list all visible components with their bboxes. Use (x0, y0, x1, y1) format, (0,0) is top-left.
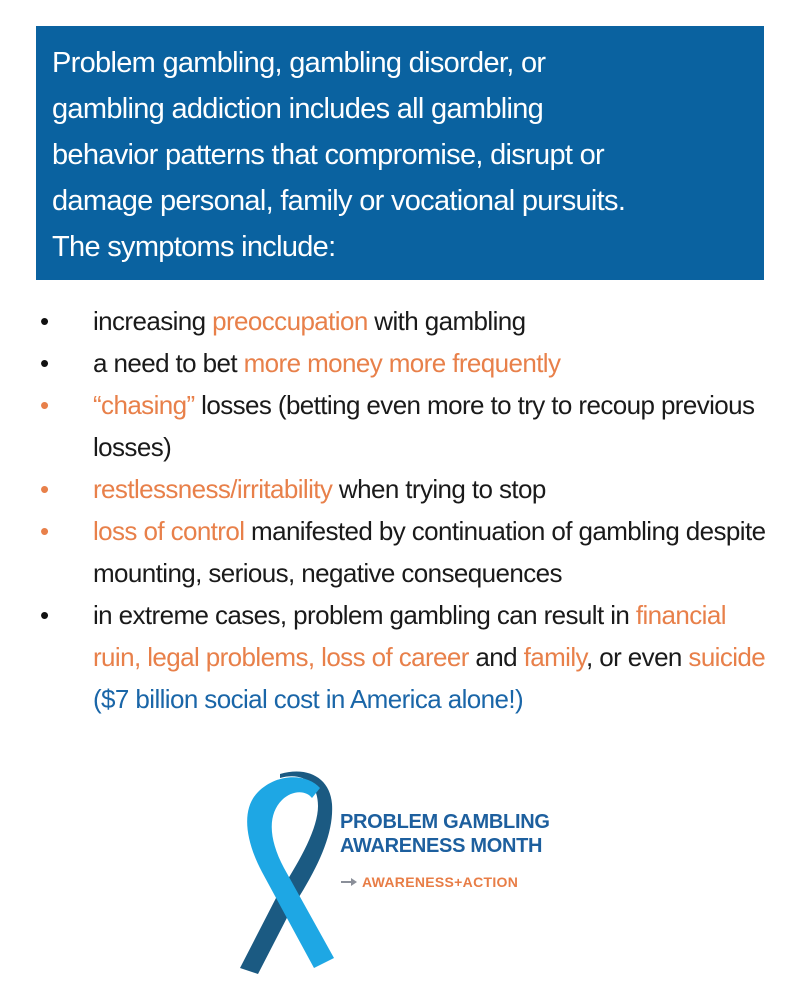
symptom-item (40, 342, 770, 384)
bullet: • (40, 600, 49, 630)
symptom-segment: more money more frequently (243, 348, 561, 378)
symptom-list (40, 300, 770, 720)
header-line-1: Problem gambling, gambling disorder, or (52, 47, 546, 79)
symptom-item (40, 384, 770, 468)
logo-title-line-2: AWARENESS MONTH (340, 835, 543, 857)
symptom-item (40, 510, 770, 594)
bullet: • (40, 516, 49, 546)
symptom-item (40, 594, 770, 720)
symptom-segment: “chasing” (93, 390, 195, 420)
symptom-segment: increasing (93, 306, 213, 336)
symptom-segment: ($7 billion social cost in America alone!) (93, 684, 524, 714)
header-box (36, 26, 764, 280)
symptom-segment: financial ruin, legal problems, loss of career (93, 600, 726, 672)
tagline-action: ACTION (462, 874, 519, 890)
header-line-4: damage personal, family or vocational pursuits. (52, 185, 626, 217)
symptom-item (40, 300, 770, 342)
symptom-segment: family (523, 642, 587, 672)
header-text (52, 40, 746, 270)
symptom-segment: when trying to stop (332, 474, 546, 504)
symptom-segment: with gambling (367, 306, 526, 336)
header-line-3: behavior patterns that compromise, disrupt or (52, 139, 604, 171)
bullet: • (40, 348, 49, 378)
symptom-segment: and (468, 642, 524, 672)
symptom-segment: suicide (688, 642, 766, 672)
symptom-segment: in extreme cases, problem gambling can result in (93, 600, 636, 630)
symptom-text (93, 300, 770, 342)
symptom-segment: a need to bet (93, 348, 244, 378)
bullet: • (40, 390, 49, 420)
bullet: • (40, 474, 49, 504)
symptom-text (93, 468, 770, 510)
symptom-segment: losses (betting even more to try to recoup previous losses) (93, 390, 755, 462)
symptom-text (93, 342, 770, 384)
symptom-text (93, 594, 770, 720)
symptom-text (93, 510, 770, 594)
symptom-item (40, 468, 770, 510)
logo-tagline (340, 874, 518, 890)
symptom-segment: preoccupation (212, 306, 368, 336)
bullet: • (40, 306, 49, 336)
awareness-logo (222, 768, 552, 980)
header-line-5: The symptoms include: (52, 231, 336, 263)
logo-title-line-1: PROBLEM GAMBLING (340, 811, 550, 833)
symptom-segment: restlessness/irritability (93, 474, 333, 504)
symptom-text (93, 384, 770, 468)
symptom-segment: loss of control (93, 516, 245, 546)
symptom-segment: , or even (586, 642, 689, 672)
arrow-right-icon (340, 876, 358, 888)
awareness-ribbon-icon (222, 768, 352, 980)
tagline-awareness: AWARENESS (362, 874, 455, 890)
symptom-segment: manifested by continuation of gambling despite mounting, serious, negative consequences (93, 516, 766, 588)
header-line-2: gambling addiction includes all gambling (52, 93, 544, 125)
tagline-plus: + (454, 874, 463, 890)
